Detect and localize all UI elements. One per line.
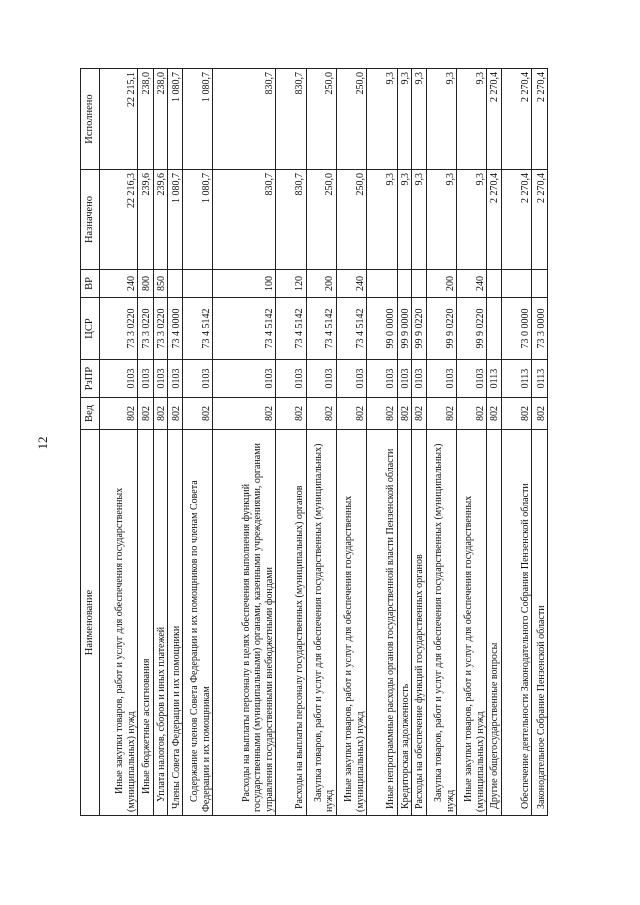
row-rzpr: 0113 [487, 360, 502, 398]
row-rzpr: 0113 [532, 360, 548, 398]
row-rzpr: 0103 [276, 360, 306, 398]
row-vr [397, 270, 412, 298]
table-row [168, 69, 183, 816]
row-vr [532, 270, 548, 298]
row-assigned: 9,3 [412, 170, 427, 270]
row-executed: 250,0 [336, 69, 366, 170]
row-ved: 802 [336, 398, 366, 430]
row-csr: 73 3 0220 [138, 298, 154, 360]
table-row [306, 69, 336, 816]
row-vr: 120 [276, 270, 306, 298]
page-number: 12 [35, 436, 50, 450]
row-csr: 73 3 0220 [153, 298, 168, 360]
row-name: Члены Совета Федерации и их помощники [168, 430, 183, 816]
row-ved: 802 [532, 398, 548, 430]
row-ved: 802 [306, 398, 336, 430]
row-rzpr: 0103 [306, 360, 336, 398]
row-rzpr: 0103 [153, 360, 168, 398]
row-executed: 238,0 [138, 69, 154, 170]
row-assigned: 830,7 [213, 170, 276, 270]
row-name: Иные непрограммные расходы органов государственной власти Пензенской области [367, 430, 397, 816]
row-vr [168, 270, 183, 298]
rotated-page-area [80, 69, 548, 816]
row-executed: 9,3 [397, 69, 412, 170]
row-ved: 802 [100, 398, 138, 430]
row-csr: 99 0 0000 [367, 298, 397, 360]
row-rzpr: 0103 [426, 360, 456, 398]
row-ved: 802 [276, 398, 306, 430]
row-csr: 99 9 0220 [412, 298, 427, 360]
row-csr: 73 4 5142 [213, 298, 276, 360]
row-name: Иные закупки товаров, работ и услуг для обеспечения государственных (муниципальных) нужд [457, 430, 487, 816]
table-row [487, 69, 502, 816]
row-ved: 802 [501, 398, 531, 430]
header-assigned: Назначено [81, 170, 100, 270]
table-row [183, 69, 213, 816]
table-row [457, 69, 487, 816]
row-executed: 9,3 [457, 69, 487, 170]
row-vr: 200 [426, 270, 456, 298]
row-rzpr: 0103 [168, 360, 183, 398]
row-ved: 802 [138, 398, 154, 430]
row-ved: 802 [153, 398, 168, 430]
header-vr: ВР [81, 270, 100, 298]
row-vr: 800 [138, 270, 154, 298]
row-csr: 73 4 5142 [336, 298, 366, 360]
row-ved: 802 [487, 398, 502, 430]
row-assigned: 1 080,7 [168, 170, 183, 270]
row-name: Законодательное Собрание Пензенской области [532, 430, 548, 816]
row-ved: 802 [168, 398, 183, 430]
row-executed: 1 080,7 [168, 69, 183, 170]
row-csr: 73 4 0000 [168, 298, 183, 360]
row-name: Иные закупки товаров, работ и услуг для обеспечения государственных (муниципальных) нужд [336, 430, 366, 816]
table-row [213, 69, 276, 816]
row-assigned: 2 270,4 [532, 170, 548, 270]
row-vr: 240 [336, 270, 366, 298]
row-rzpr: 0103 [213, 360, 276, 398]
row-assigned: 830,7 [276, 170, 306, 270]
row-vr: 200 [306, 270, 336, 298]
row-csr: 73 3 0000 [532, 298, 548, 360]
row-name: Иные закупки товаров, работ и услуг для обеспечения государственных (муниципальных) нужд [100, 430, 138, 816]
row-name: Кредиторская задолженность [397, 430, 412, 816]
row-name: Уплата налогов, сборов и иных платежей [153, 430, 168, 816]
row-assigned: 9,3 [457, 170, 487, 270]
row-ved: 802 [457, 398, 487, 430]
row-executed: 9,3 [367, 69, 397, 170]
table-row [138, 69, 154, 816]
row-rzpr: 0103 [367, 360, 397, 398]
table-row [501, 69, 531, 816]
row-rzpr: 0113 [501, 360, 531, 398]
row-name: Иные бюджетные ассигнования [138, 430, 154, 816]
row-assigned: 9,3 [426, 170, 456, 270]
row-assigned: 22 216,3 [100, 170, 138, 270]
row-csr: 73 0 0000 [501, 298, 531, 360]
table-row [532, 69, 548, 816]
row-csr: 99 9 0220 [426, 298, 456, 360]
table-body [100, 69, 548, 816]
table-row [397, 69, 412, 816]
row-executed: 2 270,4 [532, 69, 548, 170]
row-csr: 73 4 5142 [183, 298, 213, 360]
header-rzpr: РзПР [81, 360, 100, 398]
row-name: Обеспечение деятельности Законодательного Собрания Пензенской области [501, 430, 531, 816]
header-csr: ЦСР [81, 298, 100, 360]
table-row [336, 69, 366, 816]
row-name: Другие общегосударственные вопросы [487, 430, 502, 816]
table-header-row [81, 69, 100, 816]
row-name: Содержание членов Совета Федерации и их помощников по членам Совета Федерации и их помощникам [183, 430, 213, 816]
row-csr: 99 9 0000 [397, 298, 412, 360]
row-vr: 100 [213, 270, 276, 298]
row-vr [183, 270, 213, 298]
row-assigned: 2 270,4 [501, 170, 531, 270]
row-name: Закупка товаров, работ и услуг для обеспечения государственных (муниципальных) нужд [426, 430, 456, 816]
row-rzpr: 0103 [457, 360, 487, 398]
row-name: Закупка товаров, работ и услуг для обеспечения государственных (муниципальных) нужд [306, 430, 336, 816]
row-vr [367, 270, 397, 298]
row-vr [487, 270, 502, 298]
row-ved: 802 [213, 398, 276, 430]
row-ved: 802 [183, 398, 213, 430]
table-row [100, 69, 138, 816]
row-csr [487, 298, 502, 360]
row-executed: 2 270,4 [501, 69, 531, 170]
row-executed: 250,0 [306, 69, 336, 170]
table-row [367, 69, 397, 816]
row-assigned: 2 270,4 [487, 170, 502, 270]
row-name: Расходы на обеспечение функций государственных органов [412, 430, 427, 816]
row-name: Расходы на выплаты персоналу государственных (муниципальных) органов [276, 430, 306, 816]
row-executed: 1 080,7 [183, 69, 213, 170]
row-csr: 73 3 0220 [100, 298, 138, 360]
row-csr: 73 4 5142 [276, 298, 306, 360]
row-vr: 240 [457, 270, 487, 298]
row-ved: 802 [412, 398, 427, 430]
row-assigned: 239,6 [138, 170, 154, 270]
row-ved: 802 [397, 398, 412, 430]
row-rzpr: 0103 [183, 360, 213, 398]
row-vr: 240 [100, 270, 138, 298]
row-executed: 238,0 [153, 69, 168, 170]
row-ved: 802 [426, 398, 456, 430]
budget-table [80, 68, 548, 816]
row-rzpr: 0103 [397, 360, 412, 398]
row-assigned: 1 080,7 [183, 170, 213, 270]
row-assigned: 9,3 [367, 170, 397, 270]
row-name: Расходы на выплаты персоналу в целях обеспечения выполнения функций государственными (муниципальными) органами, казенными учреждениями, органами управления государственными внебюджетными фондами [213, 430, 276, 816]
table-row [276, 69, 306, 816]
row-assigned: 250,0 [306, 170, 336, 270]
row-vr [412, 270, 427, 298]
table-row [412, 69, 427, 816]
row-executed: 9,3 [426, 69, 456, 170]
header-executed: Исполнено [81, 69, 100, 170]
row-executed: 9,3 [412, 69, 427, 170]
row-csr: 73 4 5142 [306, 298, 336, 360]
row-rzpr: 0103 [412, 360, 427, 398]
row-ved: 802 [367, 398, 397, 430]
row-executed: 830,7 [213, 69, 276, 170]
row-rzpr: 0103 [138, 360, 154, 398]
row-rzpr: 0103 [336, 360, 366, 398]
table-row [153, 69, 168, 816]
row-vr [501, 270, 531, 298]
row-executed: 2 270,4 [487, 69, 502, 170]
row-assigned: 9,3 [397, 170, 412, 270]
row-assigned: 250,0 [336, 170, 366, 270]
header-ved: Вед [81, 398, 100, 430]
row-rzpr: 0103 [100, 360, 138, 398]
header-name: Наименование [81, 430, 100, 816]
row-executed: 830,7 [276, 69, 306, 170]
row-vr: 850 [153, 270, 168, 298]
row-executed: 22 215,1 [100, 69, 138, 170]
row-assigned: 239,6 [153, 170, 168, 270]
table-row [426, 69, 456, 816]
row-csr: 99 9 0220 [457, 298, 487, 360]
